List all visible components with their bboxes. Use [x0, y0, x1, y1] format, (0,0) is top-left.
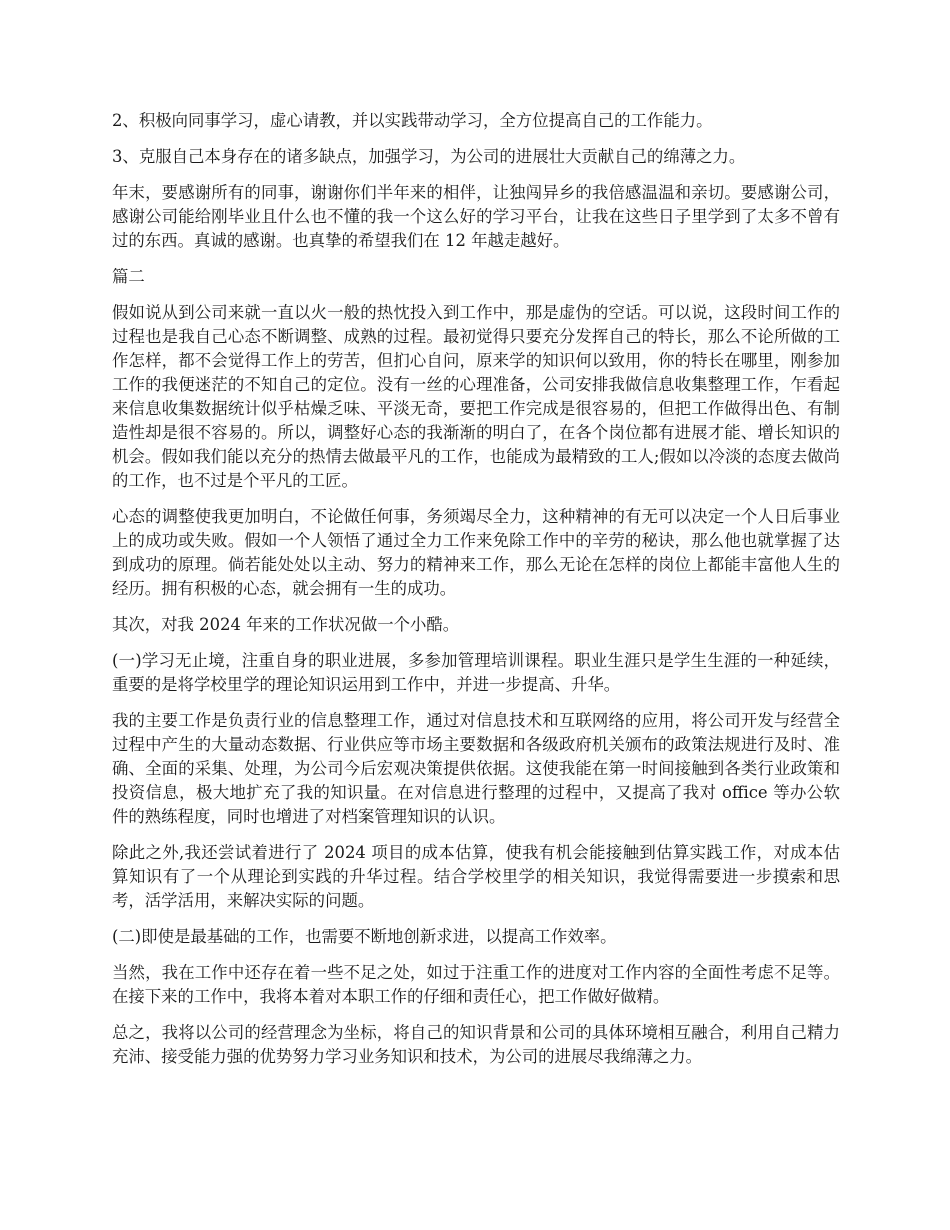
paragraph-6: 心态的调整使我更加明白，不论做任何事，务须竭尽全力，这种精神的有无可以决定一个人日后事业上的成功或失败。假如一个人领悟了通过全力工作来免除工作中的辛劳的秘诀，那么他也就掌握了达到成功的原理。倘若能处处以主动、努力的精神来工作，那么无论在怎样的岗位上都能丰富他人生的经历。拥有积极的心态，就会拥有一生的成功。 — [112, 507, 840, 598]
paragraph-5: 假如说从到公司来就一直以火一般的热忱投入到工作中，那是虚伪的空话。可以说，这段时间工作的过程也是我自己心态不断调整、成熟的过程。最初觉得只要充分发挥自己的特长，那么不论所做的工作怎样，都不会觉得工作上的劳苦，但扪心自问，原来学的知识何以致用，你的特长在哪里，刚参加工作的我便迷茫的不知自己的定位。没有一丝的心理准备，公司安排我做信息收集整理工作，乍看起来信息收集数据统计似乎枯燥乏味、平淡无奇，要把工作完成是很容易的，但把工作做得出色、有制造性却是很不容易的。所以，调整好心态的我渐渐的明白了，在各个岗位都有进展才能、增长知识的机会。假如我们能以充分的热情去做最平凡的工作，也能成为最精致的工人;假如以冷淡的态度去做尚的工作，也不过是个平凡的工匠。 — [112, 303, 840, 490]
paragraph-9: 我的主要工作是负责行业的信息整理工作，通过对信息技术和互联网络的应用，将公司开发与经营全过程中产生的大量动态数据、行业供应等市场主要数据和各级政府机关颁布的政策法规进行及时、准确、全面的采集、处理，为公司今后宏观决策提供依据。这使我能在第一时间接触到各类行业政策和投资信息，极大地扩充了我的知识量。在对信息进行整理的过程中，又提高了我对 office 等办公软件的熟练程度，同时也增进了对档案管理知识的认识。 — [112, 711, 840, 826]
document-body — [112, 109, 840, 1081]
paragraph-12: 当然，我在工作中还存在着一些不足之处，如过于注重工作的进度对工作内容的全面性考虑不足等。在接下来的工作中，我将本着对本职工作的仔细和责任心，把工作做好做精。 — [112, 963, 840, 1006]
section-heading: 篇二 — [112, 267, 145, 286]
paragraph-10: 除此之外,我还尝试着进行了 2024 项目的成本估算，使我有机会能接触到估算实践工作，对成本估算知识有了一个从理论到实践的升华过程。结合学校里学的相关知识，我觉得需要进一步摸索和思考，活学活用，来解决实际的问题。 — [112, 843, 840, 910]
paragraph-8: (一)学习无止境，注重自身的职业进展，多参加管理培训课程。职业生涯只是学生生涯的一种延续，重要的是将学校里学的理论知识运用到工作中，并进一步提高、升华。 — [112, 651, 840, 694]
paragraph-2: 3、克服自己本身存在的诸多缺点，加强学习，为公司的进展壮大贡献自己的绵薄之力。 — [112, 147, 746, 166]
paragraph-7: 其次，对我 2024 年来的工作状况做一个小酷。 — [112, 615, 460, 634]
paragraph-3: 年末，要感谢所有的同事，谢谢你们半年来的相伴，让独闯异乡的我倍感温温和亲切。要感谢公司，感谢公司能给刚毕业且什么也不懂的我一个这么好的学习平台，让我在这些日子里学到了太多不曾有过的东西。真诚的感谢。也真挚的希望我们在 12 年越走越好。 — [112, 183, 840, 250]
paragraph-1: 2、积极向同事学习，虚心请教，并以实践带动学习，全方位提高自己的工作能力。 — [112, 111, 713, 130]
paragraph-13: 总之，我将以公司的经营理念为坐标，将自己的知识背景和公司的具体环境相互融合，利用自己精力充沛、接受能力强的优势努力学习业务知识和技术，为公司的进展尽我绵薄之力。 — [112, 1023, 840, 1066]
paragraph-11: (二)即使是最基础的工作，也需要不断地创新求进，以提高工作效率。 — [112, 927, 617, 946]
